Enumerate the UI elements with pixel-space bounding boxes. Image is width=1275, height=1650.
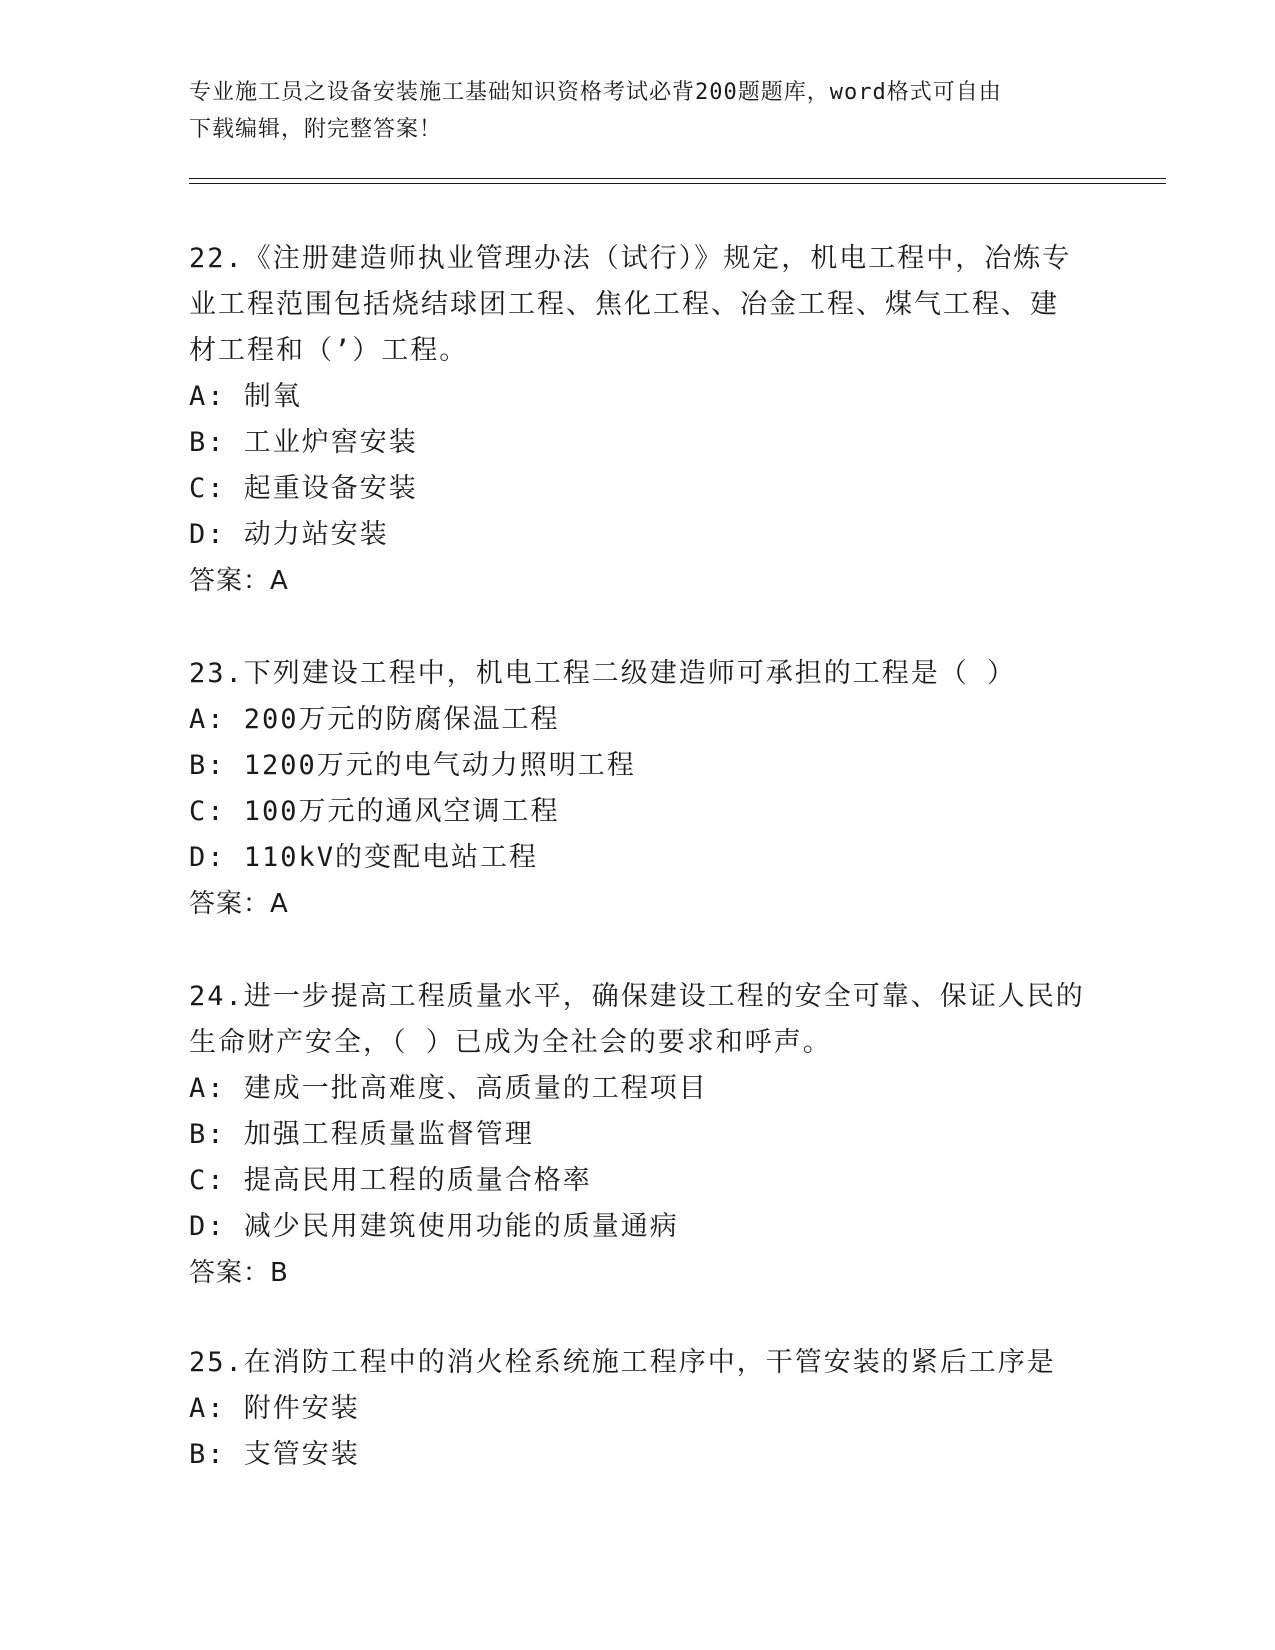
- header-line-1: 专业施工员之设备安装施工基础知识资格考试必背200题题库，word格式可自由: [189, 80, 1002, 105]
- question-stem-line: 25.在消防工程中的消火栓系统施工程序中，干管安装的紧后工序是: [189, 1347, 1056, 1378]
- option-d: D: 减少民用建筑使用功能的质量通病: [189, 1211, 679, 1242]
- question-stem-line: 24.进一步提高工程质量水平，确保建设工程的安全可靠、保证人民的: [189, 981, 1085, 1012]
- option-b: B: 支管安装: [189, 1439, 360, 1470]
- option-c: C: 100万元的通风空调工程: [189, 796, 560, 827]
- option-a: A: 附件安装: [189, 1393, 360, 1424]
- option-b: B: 加强工程质量监督管理: [189, 1119, 534, 1150]
- question-23: [189, 651, 1089, 927]
- option-d: D: 110kV的变配电站工程: [189, 842, 539, 873]
- header-divider-top: [189, 178, 1166, 179]
- option-b: B: 1200万元的电气动力照明工程: [189, 750, 636, 781]
- answer: 答案：A: [189, 889, 289, 919]
- question-stem-line: 23.下列建设工程中，机电工程二级建造师可承担的工程是（ ）: [189, 658, 1017, 689]
- option-d: D: 动力站安装: [189, 519, 389, 550]
- question-stem-line: 业工程范围包括烧结球团工程、焦化工程、冶金工程、煤气工程、建: [189, 289, 1059, 320]
- question-stem-line: 生命财产安全，（ ）已成为全社会的要求和呼声。: [189, 1027, 832, 1058]
- answer: 答案：A: [189, 566, 289, 596]
- header-line-2: 下载编辑，附完整答案！: [189, 117, 443, 142]
- option-a: A: 200万元的防腐保温工程: [189, 704, 560, 735]
- header-divider-bottom: [189, 183, 1166, 184]
- option-c: C: 提高民用工程的质量合格率: [189, 1165, 592, 1196]
- question-24: [189, 974, 1089, 1296]
- option-b: B: 工业炉窖安装: [189, 427, 418, 458]
- option-a: A: 建成一批高难度、高质量的工程项目: [189, 1073, 708, 1104]
- document-header: [189, 74, 1089, 148]
- question-stem-line: 材工程和（’）工程。: [189, 335, 469, 366]
- answer: 答案：B: [189, 1258, 289, 1288]
- option-c: C: 起重设备安装: [189, 473, 418, 504]
- question-22: [189, 236, 1089, 604]
- question-stem-line: 22.《注册建造师执业管理办法（试行）》规定，机电工程中，冶炼专: [189, 243, 1072, 274]
- question-25: [189, 1340, 1089, 1478]
- option-a: A: 制氧: [189, 381, 302, 412]
